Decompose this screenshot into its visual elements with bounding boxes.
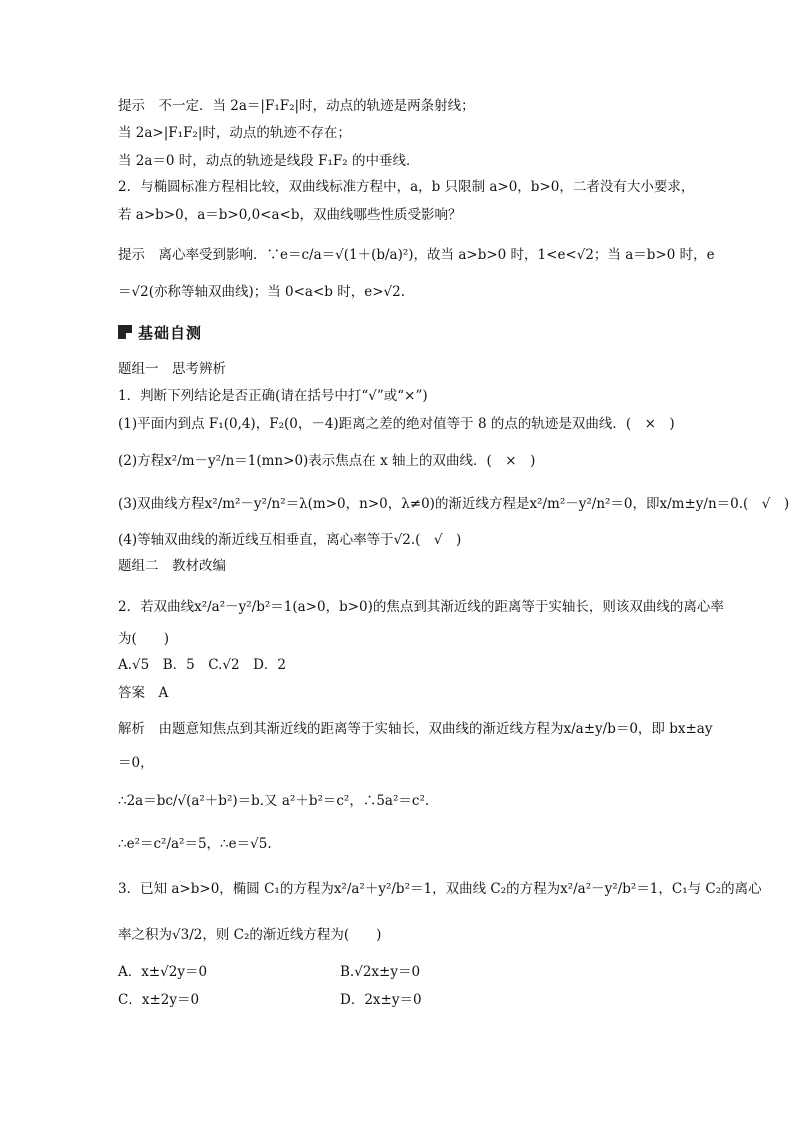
problem2-line2: 为( ) — [118, 631, 170, 647]
section-header — [118, 320, 202, 344]
problem1-statement-2: (2)方程x²/m－y²/n＝1(mn>0)表示焦点在 x 轴上的双曲线．( × ) — [118, 453, 536, 469]
problem1-statement-4: (4)等轴双曲线的渐近线互相垂直，离心率等于√2.( √ ) — [118, 532, 462, 548]
problem2-analysis-1: 解析 由题意知焦点到其渐近线的距离等于实轴长，双曲线的渐近线方程为x/a±y/b＝0，即 bx±ay — [118, 721, 713, 737]
problem1-statement-1: (1)平面内到点 F₁(0,4)，F₂(0，－4)距离之差的绝对值等于 8 的点的轨迹是双曲线．( × ) — [118, 416, 675, 432]
question2-line1: 2．与椭圆标准方程相比较，双曲线标准方程中，a，b 只限制 a>0，b>0，二者没有大小要求， — [118, 179, 695, 195]
section-title: 基础自测 — [138, 323, 203, 342]
hint2-line1: 提示 离心率受到影响．∵e＝c/a＝√(1＋(b/a)²)，故当 a>b>0 时，1<e<√2；当 a＝b>0 时，e — [118, 247, 715, 263]
problem3-line1: 3．已知 a>b>0，椭圆 C₁的方程为x²/a²＋y²/b²＝1，双曲线 C₂的方程为x²/a²－y²/b²＝1，C₁与 C₂的离心 — [118, 881, 762, 897]
problem2-options: A.√5 B．5 C.√2 D．2 — [118, 657, 286, 673]
hint1-line2: 当 2a>|F₁F₂|时，动点的轨迹不存在； — [118, 125, 351, 141]
problem3-line2: 率之积为√3/2，则 C₂的渐近线方程为( ) — [118, 927, 382, 943]
problem3-option-a: A．x±√2y＝0 — [118, 964, 208, 980]
problem2-answer: 答案 A — [118, 685, 169, 701]
problem3-option-d: D．2x±y＝0 — [340, 992, 422, 1008]
hint1-line1: 提示 不一定．当 2a＝|F₁F₂|时，动点的轨迹是两条射线； — [118, 98, 475, 114]
question2-line2: 若 a>b>0，a＝b>0,0<a<b，双曲线哪些性质受影响？ — [118, 207, 462, 223]
problem1-statement-3: (3)双曲线方程x²/m²－y²/n²＝λ(m>0，n>0，λ≠0)的渐近线方程是x²/m²－y²/n²＝0，即x/m±y/n＝0.( √ ) — [118, 496, 790, 512]
problem2-line1: 2．若双曲线x²/a²－y²/b²＝1(a>0，b>0)的焦点到其渐近线的距离等于实轴长，则该双曲线的离心率 — [118, 599, 724, 615]
problem2-analysis-2: ＝0， — [118, 755, 154, 771]
hint1-line3: 当 2a＝0 时，动点的轨迹是线段 F₁F₂ 的中垂线． — [118, 153, 420, 169]
problem1-stem: 1．判断下列结论是否正确(请在括号中打“√”或“×”) — [118, 388, 428, 404]
problem3-option-c: C．x±2y＝0 — [118, 992, 200, 1008]
group2-title: 题组二 教材改编 — [118, 558, 226, 574]
section-square-icon — [118, 325, 132, 339]
problem2-analysis-3: ∴2a＝bc/√(a²＋b²)＝b.又 a²＋b²＝c²，∴5a²＝c². — [118, 793, 430, 809]
problem3-option-b: B.√2x±y＝0 — [340, 964, 421, 980]
group1-title: 题组一 思考辨析 — [118, 361, 226, 377]
hint2-line2: ＝√2(亦称等轴双曲线)；当 0<a<b 时，e>√2. — [118, 284, 405, 300]
problem2-analysis-4: ∴e²＝c²/a²＝5，∴e＝√5. — [118, 836, 272, 852]
